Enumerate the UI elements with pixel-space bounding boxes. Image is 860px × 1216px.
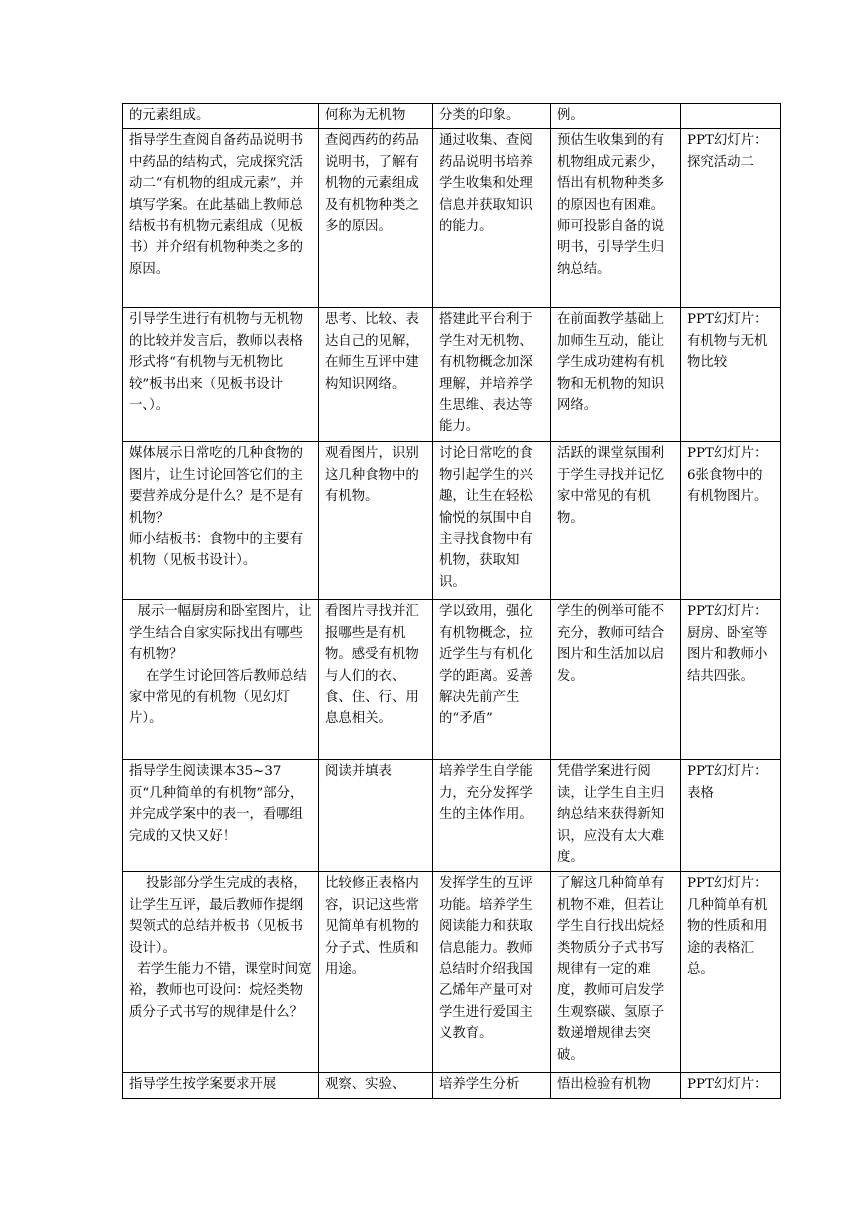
- assessment-cell: 凭借学案进行阅读，让学生自主归纳总结来获得新知识，应没有太大难度。: [551, 760, 681, 872]
- media-cell: PPT幻灯片：有机物与无机物比较: [681, 308, 781, 442]
- teacher-activity-cell: 指导学生查阅自备药品说明书中药品的结构式，完成探究活动二“有机物的组成元素”，并填写学案。在此基础上教师总结板书有机物元素组成（见板书）并介绍有机物种类之多的原因。: [123, 129, 319, 308]
- assessment-cell: 活跃的课堂氛围利于学生寻找并记忆家中常见的有机物。: [551, 442, 681, 600]
- design-intent-cell: 搭建此平台利于学生对无机物、有机物概念加深理解，并培养学生思维、表达等能力。: [433, 308, 551, 442]
- student-activity-cell: 观察、实验、: [319, 1073, 433, 1098]
- assessment-cell: 预估生收集到的有机物组成元素少，悟出有机物种类多的原因也有困难。师可投影自备的说明书，引导学生归纳总结。: [551, 129, 681, 308]
- student-activity-cell: 何称为无机物: [319, 104, 433, 129]
- design-intent-cell: 分类的印象。: [433, 104, 551, 129]
- media-cell: PPT幻灯片：探究活动二: [681, 129, 781, 308]
- design-intent-cell: 发挥学生的互评功能。培养学生阅读能力和获取信息能力。教师总结时介绍我国乙烯年产量可对学生进行爱国主义教育。: [433, 872, 551, 1073]
- table-row: [123, 872, 781, 1073]
- lesson-plan-table: [122, 103, 781, 1099]
- design-intent-cell: 培养学生自学能力，充分发挥学生的主体作用。: [433, 760, 551, 872]
- media-cell: PPT幻灯片：厨房、卧室等图片和教师小结共四张。: [681, 600, 781, 760]
- student-activity-cell: 查阅西药的药品说明书，了解有机物的元素组成及有机物种类之多的原因。: [319, 129, 433, 308]
- media-cell: PPT幻灯片：几种简单有机物的性质和用途的表格汇总。: [681, 872, 781, 1073]
- table-row: [123, 600, 781, 760]
- table-row: [123, 104, 781, 129]
- student-activity-cell: 阅读并填表: [319, 760, 433, 872]
- table-row: [123, 129, 781, 308]
- assessment-cell: 学生的例举可能不充分，教师可结合图片和生活加以启发。: [551, 600, 681, 760]
- assessment-cell: 例。: [551, 104, 681, 129]
- media-cell: PPT幻灯片：: [681, 1073, 781, 1098]
- student-activity-cell: 思考、比较、表达自己的见解，在师生互评中建构知识网络。: [319, 308, 433, 442]
- teacher-activity-cell: 引导学生进行有机物与无机物的比较并发言后，教师以表格形式将“有机物与无机物比较”板书出来（见板书设计一、）。: [123, 308, 319, 442]
- teacher-activity-cell: 的元素组成。: [123, 104, 319, 129]
- assessment-cell: 了解这几种简单有机物不难，但若让学生自行找出烷烃类物质分子式书写规律有一定的难度，教师可启发学生观察碳、氢原子数递增规律去突破。: [551, 872, 681, 1073]
- design-intent-cell: 学以致用，强化有机物概念，拉近学生与有机化学的距离。妥善解决先前产生的“矛盾”: [433, 600, 551, 760]
- teacher-activity-cell: 指导学生阅读课本35~37页“几种简单的有机物”部分，并完成学案中的表一，看哪组完成的又快又好！: [123, 760, 319, 872]
- table-row: [123, 442, 781, 600]
- design-intent-cell: 通过收集、查阅药品说明书培养学生收集和处理信息并获取知识的能力。: [433, 129, 551, 308]
- design-intent-cell: 培养学生分析: [433, 1073, 551, 1098]
- student-activity-cell: 比较修正表格内容，识记这些常见简单有机物的分子式、性质和用途。: [319, 872, 433, 1073]
- media-cell: [681, 104, 781, 129]
- assessment-cell: 在前面教学基础上加师生互动，能让学生成功建构有机物和无机物的知识网络。: [551, 308, 681, 442]
- table-row: [123, 1073, 781, 1098]
- teacher-activity-cell: 指导学生按学案要求开展: [123, 1073, 319, 1098]
- table-row: [123, 760, 781, 872]
- teacher-activity-cell: 投影部分学生完成的表格，让学生互评，最后教师作提纲契领式的总结并板书（见板书设计）。 若学生能力不错，课堂时间宽裕，教师也可设问：烷烃类物质分子式书写的规律是什么？: [123, 872, 319, 1073]
- media-cell: PPT幻灯片：表格: [681, 760, 781, 872]
- table-row: [123, 308, 781, 442]
- teacher-activity-cell: 媒体展示日常吃的几种食物的图片，让生讨论回答它们的主要营养成分是什么？是不是有机物？ 师小结板书：食物中的主要有机物（见板书设计）。: [123, 442, 319, 600]
- assessment-cell: 悟出检验有机物: [551, 1073, 681, 1098]
- media-cell: PPT幻灯片：6张食物中的有机物图片。: [681, 442, 781, 600]
- teacher-activity-cell: 展示一幅厨房和卧室图片，让学生结合自家实际找出有哪些有机物？ 在学生讨论回答后教师总结家中常见的有机物（见幻灯片）。: [123, 600, 319, 760]
- student-activity-cell: 观看图片，识别这几种食物中的有机物。: [319, 442, 433, 600]
- design-intent-cell: 讨论日常吃的食物引起学生的兴趣，让生在轻松愉悦的氛围中自主寻找食物中有机物，获取知识。: [433, 442, 551, 600]
- student-activity-cell: 看图片寻找并汇报哪些是有机物。感受有机物与人们的衣、食、住、行、用息息相关。: [319, 600, 433, 760]
